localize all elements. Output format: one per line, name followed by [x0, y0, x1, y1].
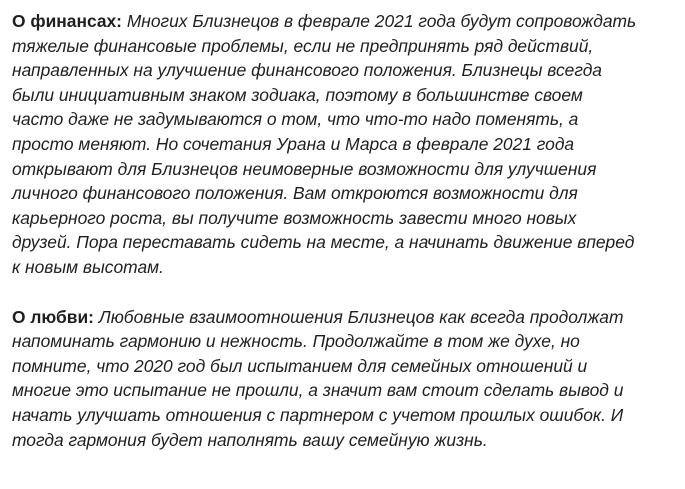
paragraph-line — [12, 9, 673, 34]
paragraph-line: были инициативным знаком зодиака, поэтому в большинстве своем — [12, 84, 583, 105]
love-heading: О любви: — [12, 306, 94, 327]
finance-paragraph — [12, 9, 673, 280]
paragraph-text: Любовные взаимоотношения Близнецов как всегда продолжат — [98, 306, 624, 327]
paragraph-line: напоминать гармонию и нежность. Продолжайте в том же духе, но — [12, 331, 580, 352]
paragraph-line: направленных на улучшение финансового положения. Близнецы всегда — [12, 60, 602, 81]
paragraph-line: часто даже не задумываются о том, что что-то надо поменять, а — [12, 109, 579, 130]
paragraph-line: друзей. Пора переставать сидеть на месте, а начинать движение вперед — [12, 232, 635, 253]
paragraph-text: Многих Близнецов в феврале 2021 года будут сопровождать — [126, 11, 637, 31]
finance-heading: О финансах: — [12, 11, 122, 31]
paragraph-line: помните, что 2020 год был испытанием для семейных отношений и — [12, 355, 588, 376]
love-paragraph — [12, 305, 673, 453]
paragraph-line — [12, 305, 673, 330]
paragraph-line: открывают для Близнецов неимоверные возможности для улучшения — [12, 158, 597, 179]
paragraph-line: просто меняют. Но сочетания Урана и Марса в феврале 2021 года — [12, 133, 575, 154]
paragraph-line: к новым высотам. — [12, 256, 164, 277]
paragraph-line: начать улучшать отношения с партнером с учетом прошлых ошибок. И — [12, 404, 624, 425]
paragraph-line: тяжелые финансовые проблемы, если не предпринять ряд действий, — [12, 35, 594, 56]
paragraph-line: личного финансового положения. Вам откроются возможности для — [12, 183, 578, 204]
paragraph-line: карьерного роста, вы получите возможность завести много новых — [12, 207, 577, 228]
paragraph-line: тогда гармония будет наполнять вашу семейную жизнь. — [12, 429, 488, 450]
paragraph-line: многие это испытание не прошли, а значит вам стоит сделать вывод и — [12, 380, 624, 401]
